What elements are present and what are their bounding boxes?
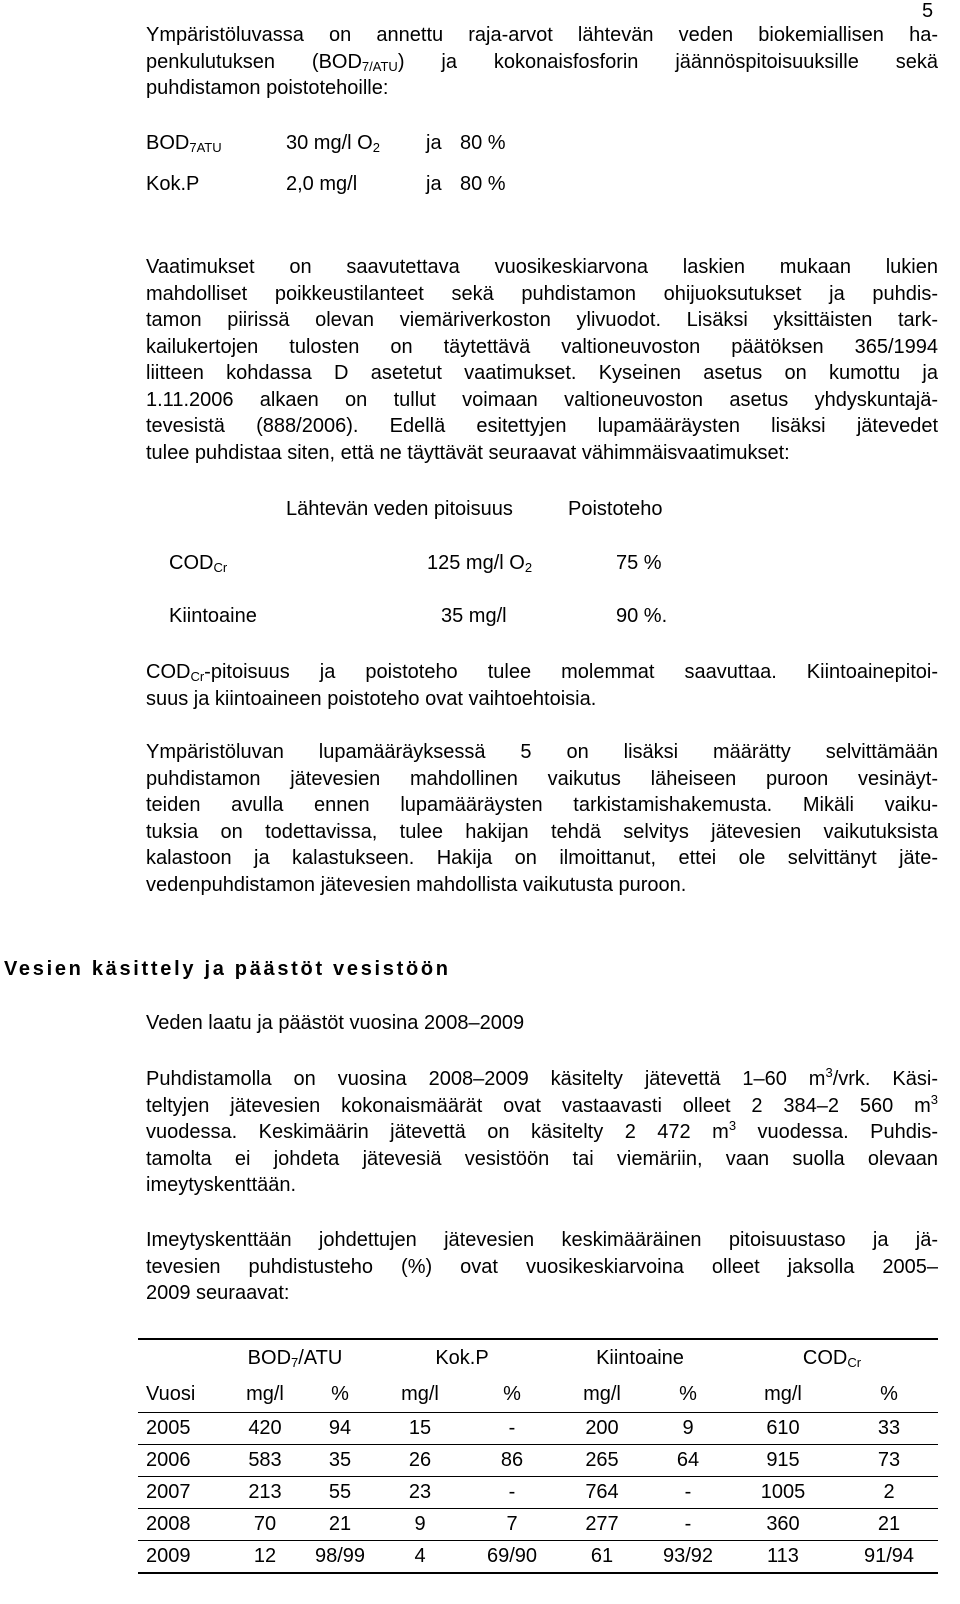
text-line: kailukertojen tulosten on täytettävä valtioneuvoston päätöksen 365/1994 [146,335,938,358]
unit-header: mg/l [726,1376,840,1413]
limit-value: 2,0 mg/l [286,173,358,195]
table-cell: 764 [554,1477,650,1509]
text-line: vedenpuhdistamon jätevesien mahdollista vaikutusta puroon. [146,873,687,896]
table-cell: - [470,1413,554,1445]
min-row-name: $COD_{Cr}$ [169,552,228,575]
unit-header: mg/l [220,1376,310,1413]
table-cell: 113 [726,1541,840,1574]
text-line: teiden avulla ennen lupamääräysten tarkistamishakemusta. Mikäli vaiku- [146,794,938,816]
header-concentration: Lähtevän veden pitoisuus [286,498,513,520]
limit-name: $BOD_{7ATU}$ [146,132,222,155]
table-cell: 7 [470,1509,554,1541]
treated-paragraph [146,1066,938,1199]
table-cell: 2005 [138,1413,220,1445]
text-line: mahdolliset poikkeustilanteet sekä puhdistamon ohijuoksutukset ja puhdis- [146,282,938,305]
min-row-pct: 90 %. [616,605,668,627]
group-header-bod: $BOD_7$/ATU [220,1339,370,1376]
table-cell: - [470,1477,554,1509]
table-cell: 15 [370,1413,470,1445]
unit-header: mg/l [554,1376,650,1413]
table-cell: 73 [840,1445,938,1477]
min-row-value: 35 mg/l [441,605,507,627]
group-header-cod: $COD_{Cr}$ [726,1339,938,1376]
table-cell: 2006 [138,1445,220,1477]
table-row [138,1477,938,1509]
table-cell: 2 [840,1477,938,1509]
table-cell: 360 [726,1509,840,1541]
permit-paragraph [146,739,938,898]
text-line: tuksia on todettavissa, tulee hakijan tehdä selvitys jätevesien vaikutuksista [146,820,938,843]
table-row [138,1445,938,1477]
text-line: liitteen kohdassa D asetetut vaatimukset. Kyseinen asetus on kumottu ja [146,362,938,384]
text-line: Puhdistamolla on vuosina 2008–2009 käsitelty jätevettä 1–60 $m^3$/vrk. Käsi- [146,1065,938,1090]
text-line: vuodessa. Keskimäärin jätevettä on käsitelty 2 472 $m^3$ vuodessa. Puhdis- [146,1118,938,1143]
intro-paragraph [146,22,938,102]
unit-header: % [840,1376,938,1413]
text-line: tevesien puhdistusteho (%) ovat vuosikeskiarvoina olleet jaksolla 2005– [146,1255,938,1278]
min-row-pct: 75 % [616,552,662,574]
text-line: Ympäristöluvan lupamääräyksessä 5 on lisäksi määrätty selvittämään [146,741,938,763]
table-cell: 91/94 [840,1541,938,1574]
text-line: 1.11.2006 alkaen on tullut voimaan valtioneuvoston asetus yhdyskuntajä- [146,388,938,411]
table-cell: 4 [370,1541,470,1574]
limit-and: ja [426,173,442,195]
unit-header: % [470,1376,554,1413]
table-cell: 86 [470,1445,554,1477]
text-line: tevesistä (888/2006). Edellä esitettyjen lupamääräysten lisäksi jätevedet [146,415,938,437]
min-row-value: 125 mg/l $O_2$ [427,552,533,575]
table-cell: 583 [220,1445,310,1477]
limit-value: 30 mg/l $O_2$ [286,132,380,155]
table-cell: 277 [554,1509,650,1541]
table-cell: 93/92 [650,1541,726,1574]
text-line: Vaatimukset on saavutettava vuosikeskiarvona laskien mukaan lukien [146,256,938,278]
page-number: 5 [922,0,934,22]
table-cell: 1005 [726,1477,840,1509]
text-line: Imeytyskenttään johdettujen jätevesien keskimääräinen pitoisuustaso ja jä- [146,1229,938,1251]
text-line: puhdistamon jätevesien mahdollinen vaikutus läheiseen puroon vesinäyt- [146,767,938,790]
table-cell: 33 [840,1413,938,1445]
table-row [138,1541,938,1574]
table-cell: 200 [554,1413,650,1445]
table-cell: 35 [310,1445,370,1477]
cod-note [146,659,938,712]
table-cell: 12 [220,1541,310,1574]
table-row [138,1509,938,1541]
limit-name: Kok.P [146,173,200,195]
table-cell: 610 [726,1413,840,1445]
empty-cell [138,1339,220,1376]
table-cell: 69/90 [470,1541,554,1574]
average-paragraph [146,1227,938,1307]
table-cell: 265 [554,1445,650,1477]
limit-pct: 80 % [460,173,506,195]
text-line: teltyjen jätevesien kokonaismäärät ovat vastaavasti olleet 2 384–2 560 $m^3$ [146,1091,938,1117]
text-line: imeytyskenttään. [146,1174,297,1196]
table-row [138,1413,938,1445]
text-line: suus ja kiintoaineen poistoteho ovat vaihtoehtoisia. [146,687,597,710]
unit-header: mg/l [370,1376,470,1413]
text-line: kalastoon ja kalastukseen. Hakija on ilmoittanut, ettei ole selvittänyt jäte- [146,847,938,869]
header-efficiency: Poistoteho [568,498,663,520]
table-cell: 9 [650,1413,726,1445]
section-heading: Vesien käsittely ja päästöt vesistöön [4,958,451,980]
group-header-row [138,1339,938,1376]
table-cell: 94 [310,1413,370,1445]
table-cell: 98/99 [310,1541,370,1574]
intro-line: puhdistamon poistotehoille: [146,77,389,99]
table-cell: 915 [726,1445,840,1477]
intro-line: Ympäristöluvassa on annettu raja-arvot lähtevän veden biokemiallisen ha- [146,24,938,46]
table-cell: 61 [554,1541,650,1574]
text-line: tamon piirissä olevan viemäriverkoston ylivuodot. Lisäksi yksittäisten tark- [146,309,938,331]
table-cell: 420 [220,1413,310,1445]
table-cell: 2009 [138,1541,220,1574]
unit-header-row [138,1376,938,1413]
min-row-name: Kiintoaine [169,605,257,627]
group-header-kiintoaine: Kiintoaine [554,1339,726,1376]
requirements-paragraph [146,254,938,466]
limit-pct: 80 % [460,132,506,154]
table-cell: - [650,1509,726,1541]
table-cell: - [650,1477,726,1509]
unit-header: % [650,1376,726,1413]
group-header-kokp: Kok.P [370,1339,554,1376]
table-cell: 70 [220,1509,310,1541]
table-cell: 2008 [138,1509,220,1541]
table-cell: 64 [650,1445,726,1477]
results-table [138,1338,938,1574]
table-cell: 26 [370,1445,470,1477]
unit-header: % [310,1376,370,1413]
intro-line: penkulutuksen $(BOD_{7/ATU})$ ja kokonaisfosforin jäännöspitoisuuksille sekä [146,50,938,74]
table-cell: 23 [370,1477,470,1509]
table-cell: 21 [310,1509,370,1541]
table-cell: 21 [840,1509,938,1541]
table-cell: 55 [310,1477,370,1509]
text-line: tamolta ei johdeta jätevesiä vesistöön tai viemäriin, vaan suolla olevaan [146,1147,938,1170]
table-cell: 9 [370,1509,470,1541]
year-header: Vuosi [138,1376,220,1413]
limit-and: ja [426,132,442,154]
text-line: 2009 seuraavat: [146,1282,290,1304]
table-cell: 213 [220,1477,310,1509]
table-cell: 2007 [138,1477,220,1509]
text-line: $COD_{Cr}$-pitoisuus ja poistoteho tulee molemmat saavuttaa. Kiintoainepitoi- [146,661,938,684]
subheading: Veden laatu ja päästöt vuosina 2008–2009 [146,1012,525,1034]
text-line: tulee puhdistaa siten, että ne täyttävät seuraavat vähimmäisvaatimukset: [146,441,790,464]
